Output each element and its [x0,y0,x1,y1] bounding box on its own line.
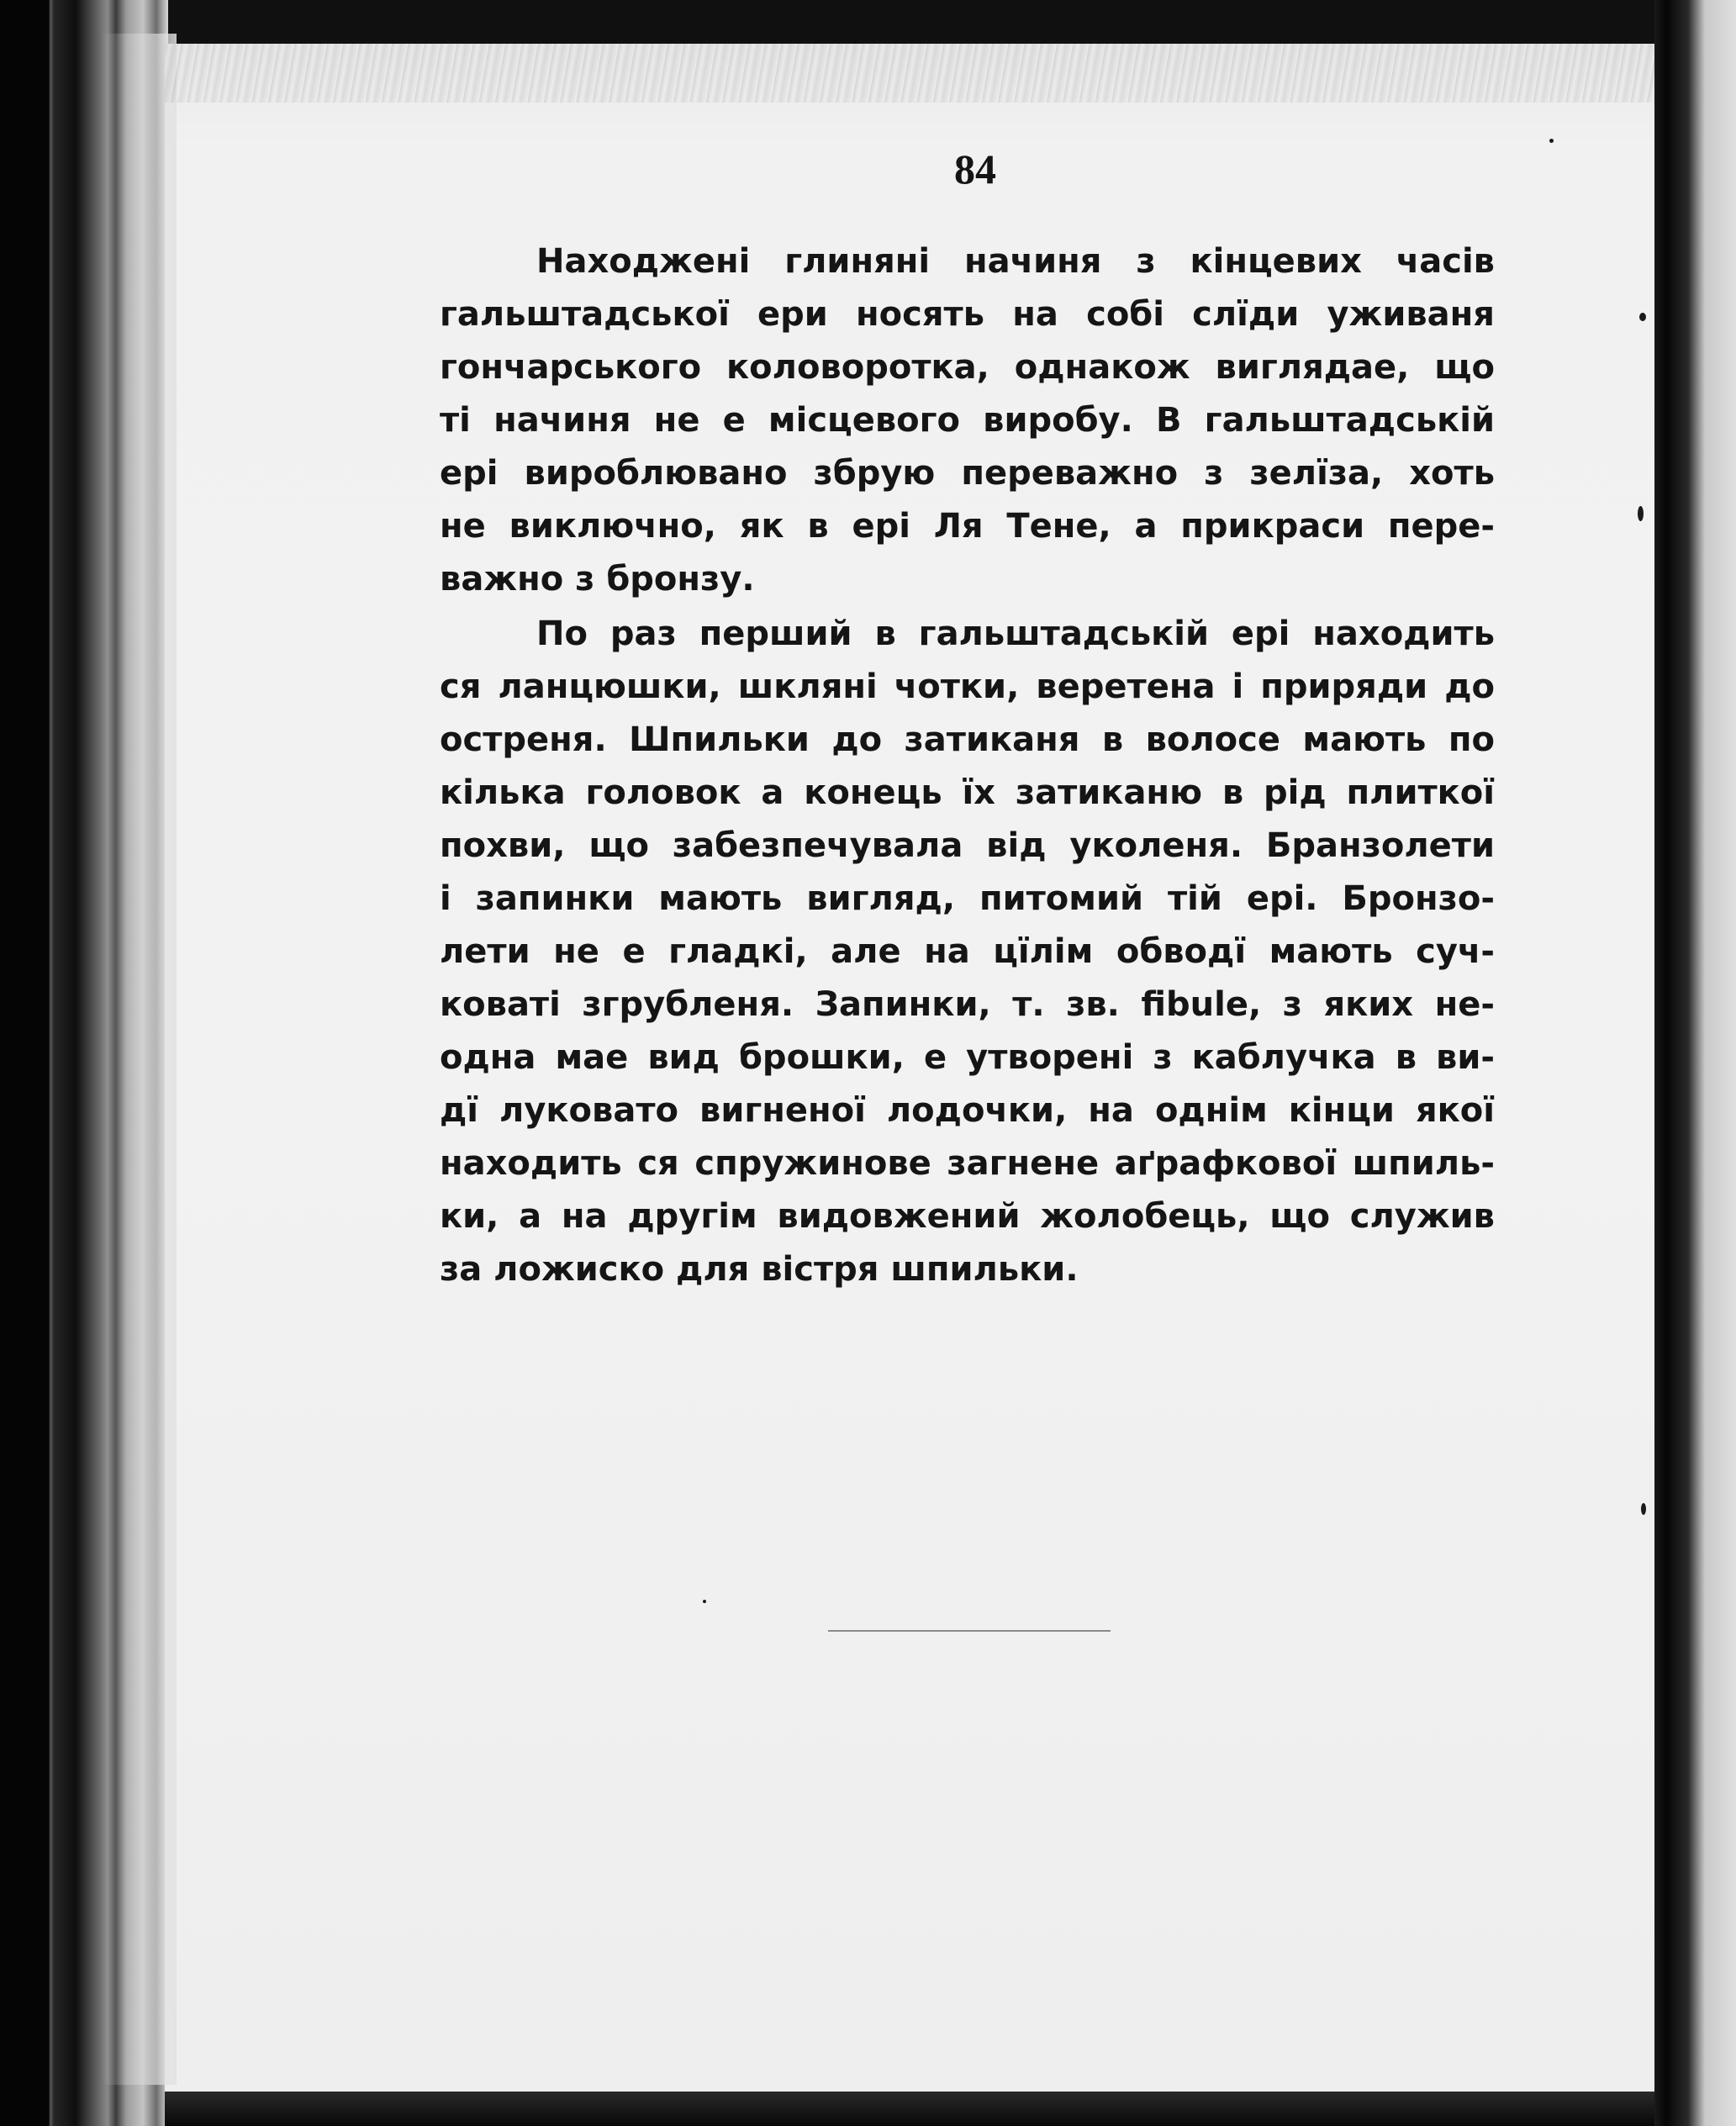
text-line: лети не е гладкі, але на цїлім обводї мають суч- [440,932,1495,971]
text-line: похви, що забезпечувала від уколеня. Бранзолети [440,826,1495,865]
dust-speck [1638,506,1644,521]
text-line: Находжені глиняні начиня з кінцевих часів [536,242,1495,281]
text-line: По раз перший в гальштадській ері находить [536,615,1495,653]
page-number: 84 [954,145,996,193]
text-line: находить ся спружинове загнене аґрафкової шпиль- [440,1144,1495,1183]
text-line: важно з бронзу. [440,560,755,599]
text-line: коваті згрубленя. Запинки, т. зв. fibule, з яких не- [440,985,1495,1024]
dust-speck [1549,139,1554,143]
text-line: за ложиско для вістря шпильки. [440,1250,1079,1289]
body-text [440,235,1495,1296]
text-line: кілька головок а конець їх затиканю в рід плиткої [440,773,1495,812]
text-line: гальштадської ери носять на собі слїди уживаня [440,295,1495,334]
binding-shadow [101,34,177,2085]
text-line: ері вироблювано збрую переважно з зелїза, хоть [440,454,1495,493]
text-line: гончарського коловоротка, однакож виглядае, що [440,348,1495,387]
text-line: остреня. Шпильки до затиканя в волосе мають по [440,720,1495,759]
text-line: ся ланцюшки, шкляні чотки, веретена і приряди до [440,667,1495,706]
bottom-edge [165,2092,1654,2126]
dust-speck [1639,313,1646,321]
text-line: ті начиня не е місцевого виробу. В гальштадській [440,401,1495,440]
paragraph-1 [440,235,1495,606]
text-line: одна мае вид брошки, е утворені з каблучка в ви- [440,1038,1495,1077]
dust-speck [1641,1503,1646,1515]
text-line: не виключно, як в ері Ля Тене, а прикраси пере- [440,507,1495,546]
end-rule [828,1630,1111,1632]
paragraph-2 [440,608,1495,1296]
right-binding-edge [1654,0,1736,2126]
text-line: ки, а на другім видовжений жолобець, що служив [440,1197,1495,1236]
dust-speck [703,1600,706,1603]
text-line: і запинки мають вигляд, питомий тій ері. Бронзо- [440,879,1495,918]
text-line: дї луковато вигненої лодочки, на однім кінци якої [440,1091,1495,1130]
scan-noise [165,44,1654,103]
